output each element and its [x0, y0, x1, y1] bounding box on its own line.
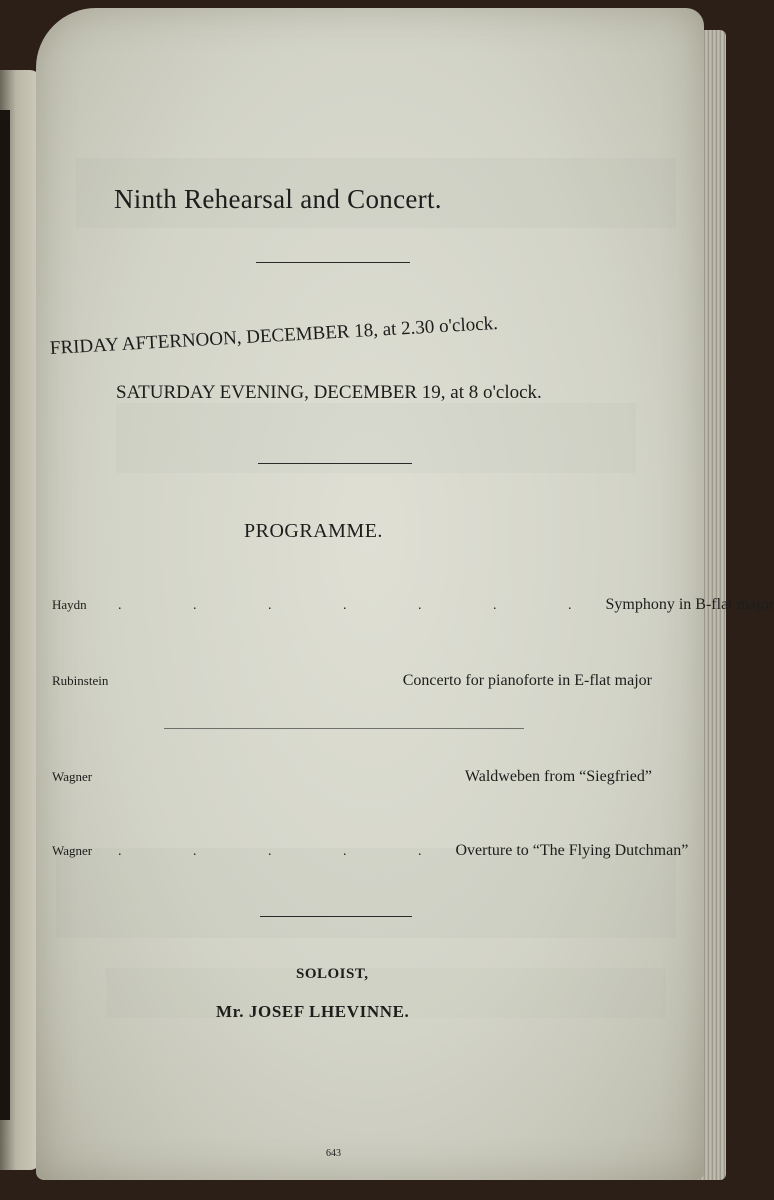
concert-programme — [36, 8, 774, 1180]
left-page-edge — [0, 70, 40, 1170]
concert-title: Ninth Rehearsal and Concert. — [114, 184, 442, 214]
page-number: 643 — [326, 1148, 341, 1159]
performance-date-friday: FRIDAY AFTERNOON, DECEMBER 18, at 2.30 o'clock. — [49, 312, 499, 359]
work-title: Waldweben from “Siegfried” — [464, 768, 652, 785]
composer-name: Rubinstein — [52, 673, 109, 688]
programme-item — [52, 596, 774, 620]
divider-rule — [256, 262, 410, 263]
programme-item — [52, 768, 652, 792]
work-title: Overture to “The Flying Dutchman” — [455, 842, 689, 859]
soloist-label: SOLOIST, — [296, 966, 369, 982]
divider-rule — [258, 463, 412, 464]
composer-name: Wagner — [52, 843, 93, 858]
composer-name: Wagner — [52, 769, 93, 784]
composer-name: Haydn — [52, 597, 87, 612]
soloist-name: Mr. JOSEF LHEVINNE. — [216, 1002, 410, 1021]
performance-date-saturday: SATURDAY EVENING, DECEMBER 19, at 8 o'clock. — [116, 382, 542, 403]
divider-rule — [164, 728, 524, 729]
work-title: Symphony in B-flat major — [605, 596, 774, 613]
work-title: Concerto for pianoforte in E-flat major — [402, 672, 652, 689]
divider-rule — [260, 916, 412, 917]
programme-item — [52, 672, 652, 696]
book-gutter — [0, 110, 10, 1120]
programme-heading: PROGRAMME. — [244, 520, 383, 542]
programme-item — [52, 842, 689, 866]
leader-dots: . . . . . — [118, 844, 456, 859]
book-page — [36, 8, 774, 1180]
leader-dots: . . . . . . . — [118, 598, 606, 613]
